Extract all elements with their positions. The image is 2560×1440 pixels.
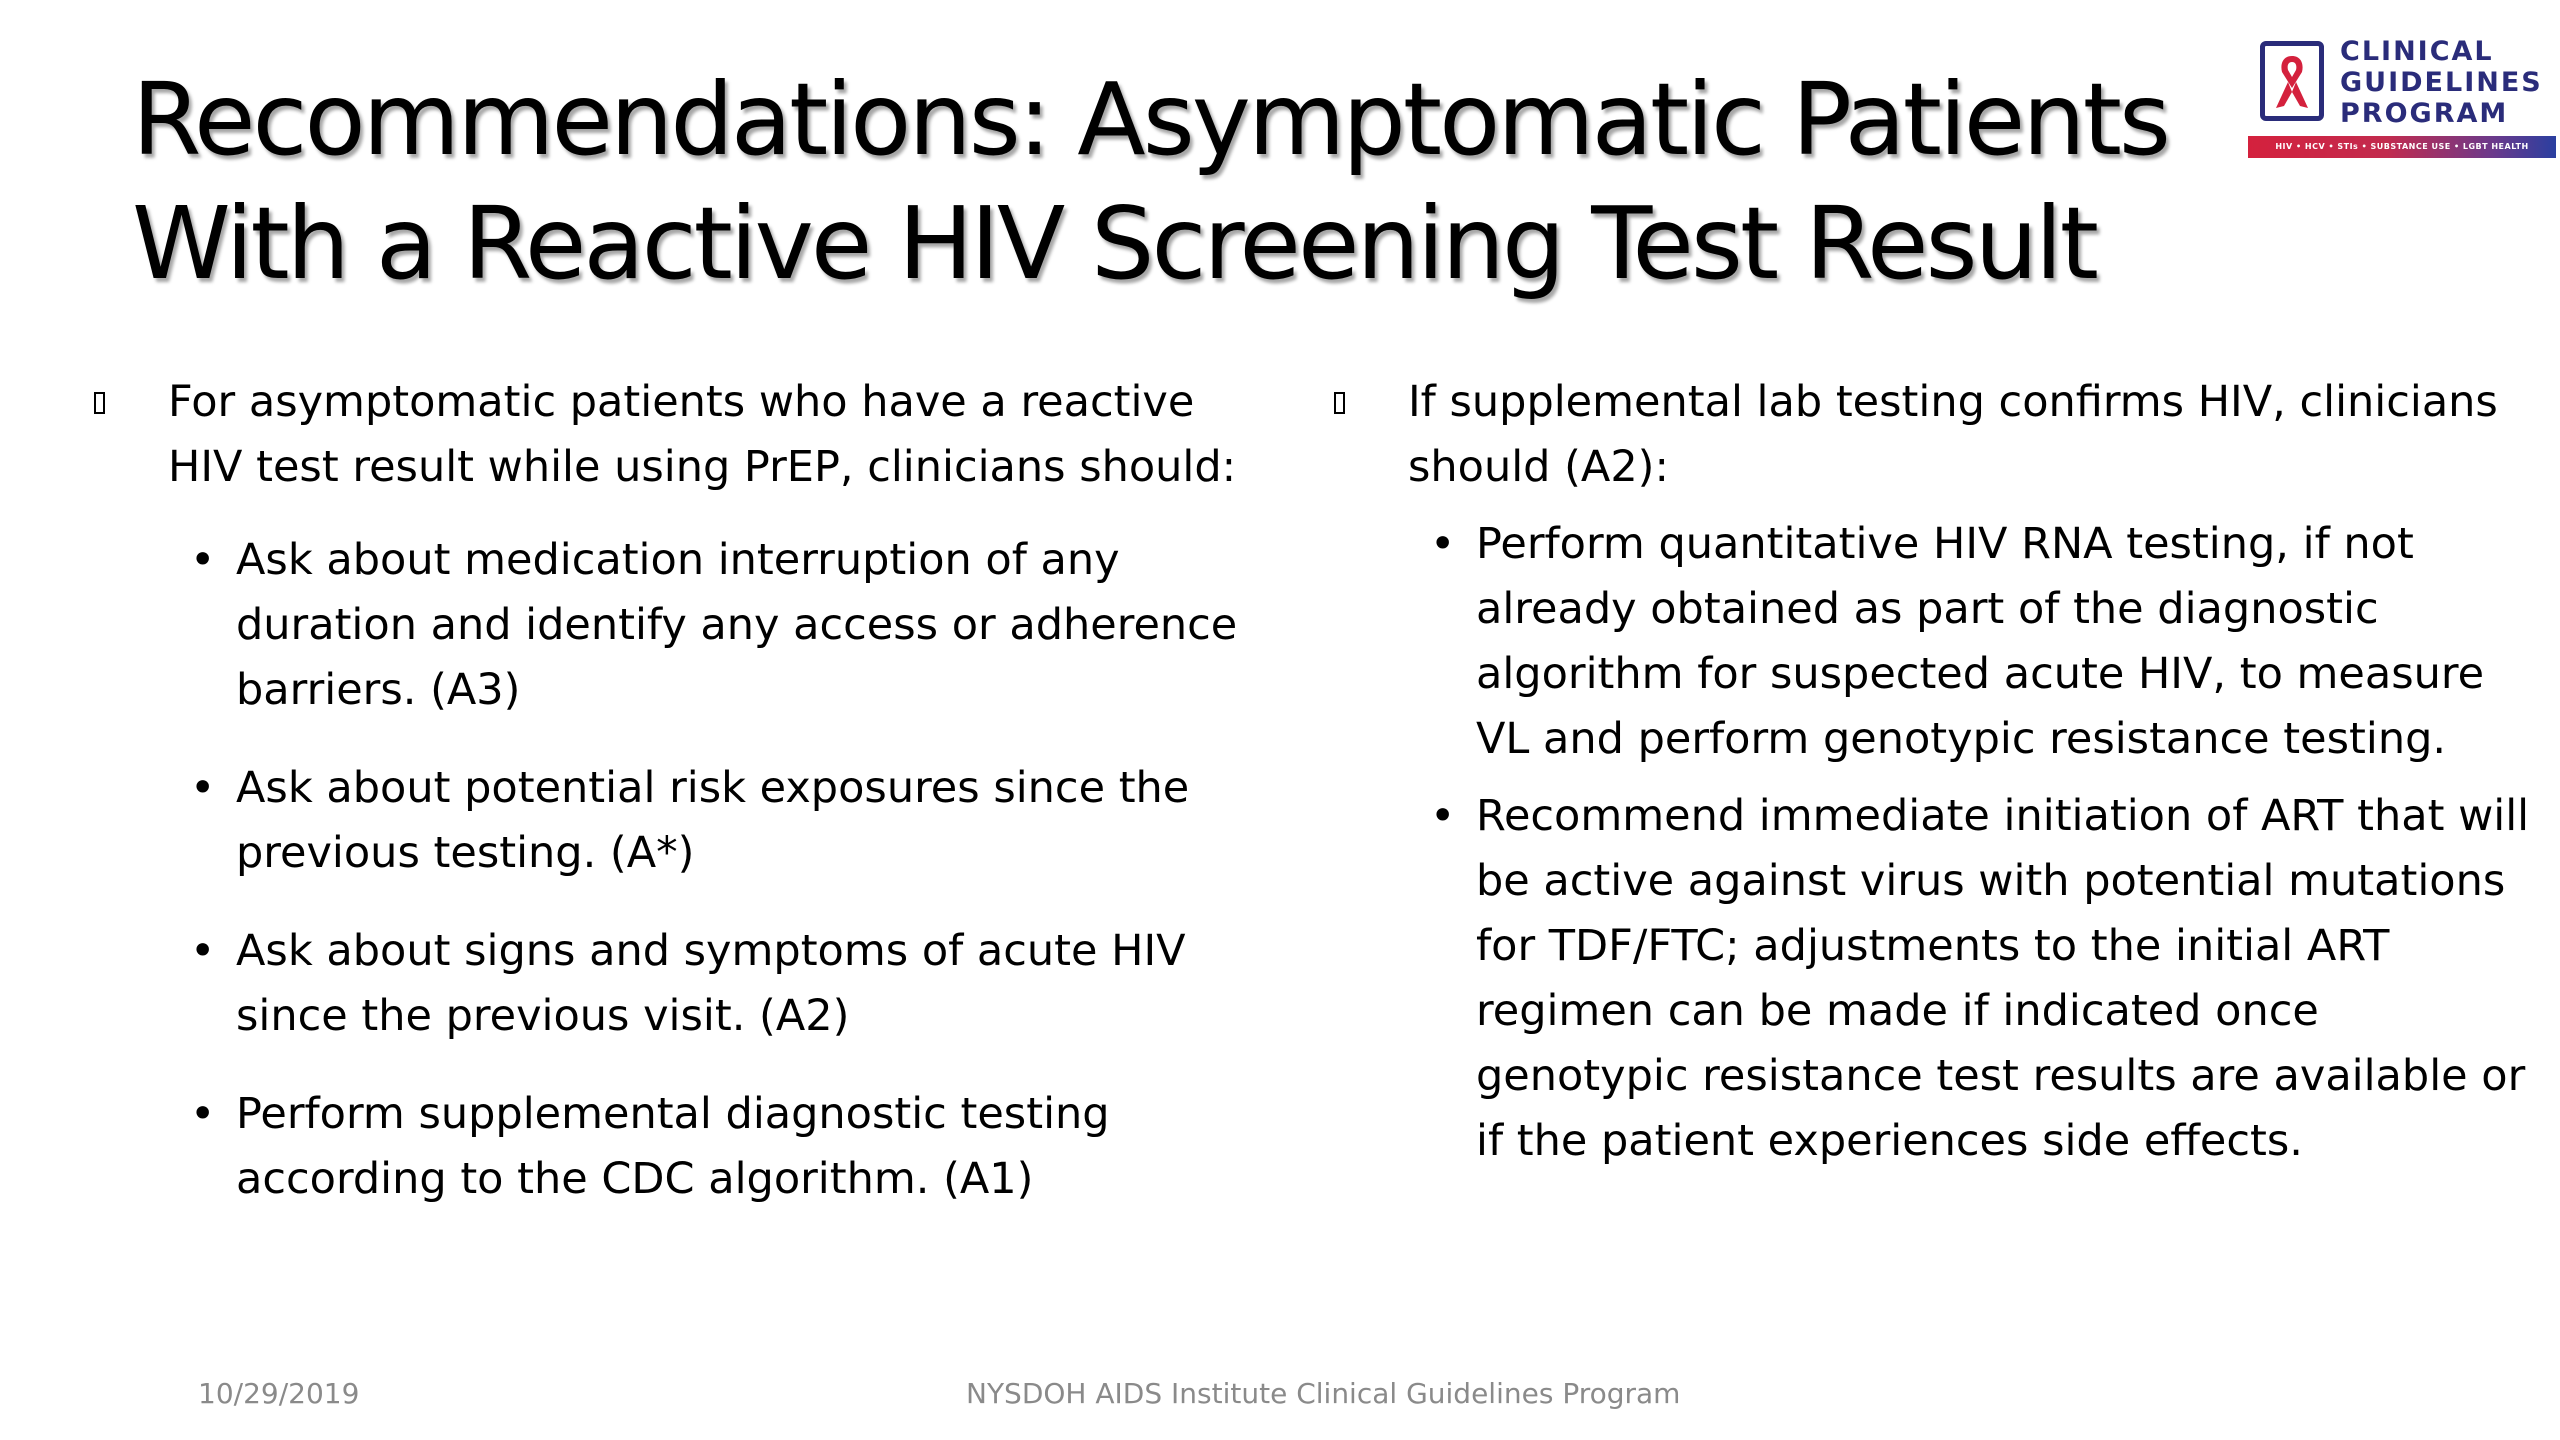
logo-emblem [2260,41,2324,121]
logo-line-1: CLINICAL [2340,36,2494,67]
bullet-dot: • [190,926,216,976]
left-column [90,370,1280,1245]
logo-line-2: GUIDELINES [2340,67,2543,98]
list-item [90,756,1280,886]
list-item-text: Ask about potential risk exposures since the previous testing. (A*) [236,763,1190,878]
list-item [90,1082,1280,1212]
bullet-dot: • [1430,791,1456,841]
logo-tagline-bar: HIV • HCV • STIs • SUBSTANCE USE • LGBT HEALTH [2248,136,2556,158]
bullet-dot: • [190,535,216,585]
bullet-dot: • [190,1089,216,1139]
list-item [90,919,1280,1049]
bullet-dot: • [190,763,216,813]
list-item-text: Ask about signs and symptoms of acute HIV since the previous visit. (A2) [236,926,1186,1041]
missing-glyph-bullet-icon [94,392,105,414]
slide-title-line-1: Recommendations: Asymptomatic Patients [132,61,2168,178]
logo-line-3: PROGRAM [2340,98,2509,129]
list-item-text: Recommend immediate initiation of ART that will be active against virus with potential mutations for TDF/FTC; adjustments to the initial ART regimen can be made if indicated once genotypic resistance test results are available or if the patient experiences side effects. [1476,791,2530,1166]
slide-title [132,58,2168,306]
list-item [1330,784,2540,1174]
footer-date: 10/29/2019 [198,1377,360,1410]
right-bullet-list [1330,512,2540,1174]
list-item-text: Perform supplemental diagnostic testing according to the CDC algorithm. (A1) [236,1089,1110,1204]
right-column [1330,370,2540,1186]
right-lead-text: If supplemental lab testing confirms HIV, clinicians should (A2): [1408,377,2498,492]
left-lead-paragraph [90,370,1280,500]
slide-title-line-2: With a Reactive HIV Screening Test Result [132,185,2096,302]
bullet-dot: • [1430,519,1456,569]
left-lead-text: For asymptomatic patients who have a reactive HIV test result while using PrEP, clinicians should: [168,377,1237,492]
list-item [1330,512,2540,772]
clinical-guidelines-logo [2248,36,2558,166]
list-item-text: Perform quantitative HIV RNA testing, if not already obtained as part of the diagnostic algorithm for suspected acute HIV, to measure VL and perform genotypic resistance testing. [1476,519,2485,764]
footer-organization: NYSDOH AIDS Institute Clinical Guidelines Program [966,1377,1681,1410]
list-item-text: Ask about medication interruption of any duration and identify any access or adherence barriers. (A3) [236,535,1238,715]
red-ribbon-icon [2271,52,2313,112]
right-lead-paragraph [1330,370,2540,500]
logo-wordmark [2340,36,2543,129]
list-item [90,528,1280,723]
left-bullet-list [90,528,1280,1212]
missing-glyph-bullet-icon [1334,392,1345,414]
